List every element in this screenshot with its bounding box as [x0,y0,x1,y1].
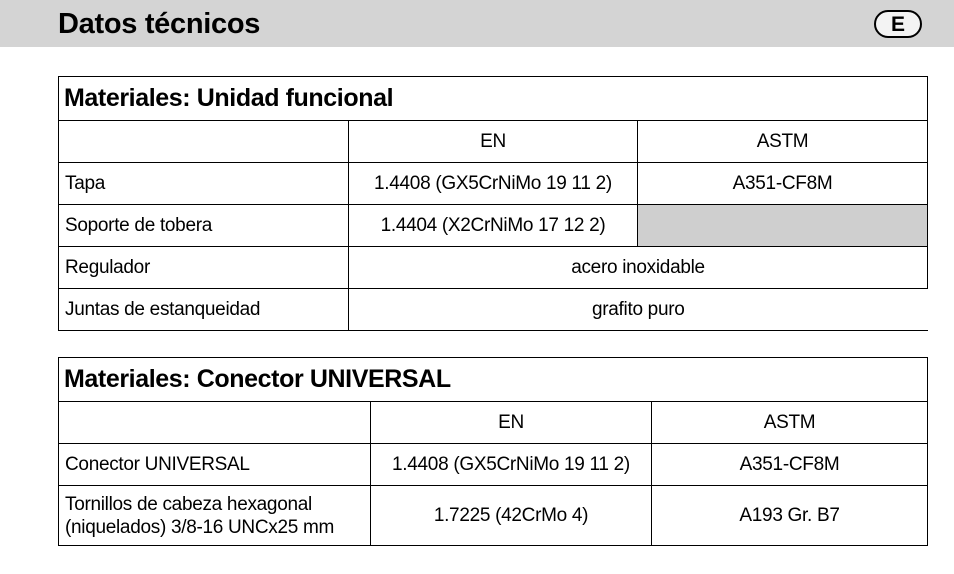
page-header [0,0,954,47]
materials-universal-connector-table [58,357,928,546]
language-badge: E [874,10,922,38]
table-title: Materiales: Conector UNIVERSAL [59,358,928,402]
page-title: Datos técnicos [58,8,261,40]
table-row [59,289,928,331]
cell-en: 1.4408 (GX5CrNiMo 19 11 2) [349,163,638,205]
cell-astm: A351-CF8M [652,444,928,486]
column-header-astm: ASTM [638,121,928,163]
cell-en: 1.4404 (X2CrNiMo 17 12 2) [349,205,638,247]
cell-astm: A193 Gr. B7 [652,486,928,546]
row-label [59,486,371,546]
cell-en: 1.4408 (GX5CrNiMo 19 11 2) [371,444,652,486]
column-header-astm: ASTM [652,402,928,444]
row-label: Soporte de tobera [59,205,349,247]
row-label: Regulador [59,247,349,289]
table-row [59,247,928,289]
cell-astm-empty [638,205,928,247]
row-label: Conector UNIVERSAL [59,444,371,486]
cell-astm: A351-CF8M [638,163,928,205]
row-label: Juntas de estanqueidad [59,289,349,331]
table-title: Materiales: Unidad funcional [59,77,928,121]
cell-spanned: acero inoxidable [349,247,928,289]
materials-functional-unit-table [58,76,928,331]
cell-spanned: grafito puro [349,289,928,331]
column-header-en: EN [349,121,638,163]
row-label-line: (niquelados) 3/8-16 UNCx25 mm [65,516,335,538]
table-row [59,444,928,486]
column-header-en: EN [371,402,652,444]
row-label: Tapa [59,163,349,205]
table-row [59,163,928,205]
table-row [59,486,928,546]
column-header-empty [59,121,349,163]
table-row [59,205,928,247]
cell-en: 1.7225 (42CrMo 4) [371,486,652,546]
column-header-empty [59,402,371,444]
row-label-line: Tornillos de cabeza hexagonal [65,493,312,515]
